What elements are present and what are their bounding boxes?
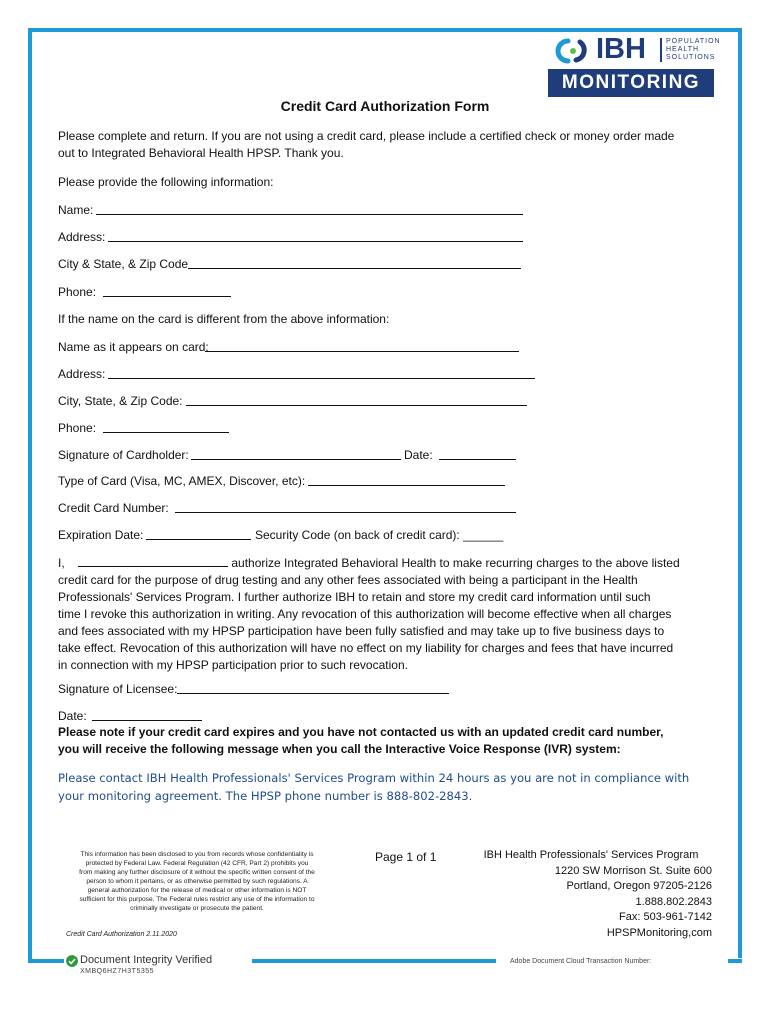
disclaimer-line: sufficient for this purpose. The Federal rules restrict any use of the information to [79, 896, 315, 903]
frame-border-bottom [28, 959, 64, 963]
authorization-line: time I revoke this authorization in writing. Any revocation of this authorization will become effective when all charges [58, 607, 672, 621]
adobe-transaction-label: Adobe Document Cloud Transaction Number: [510, 958, 652, 965]
address-line: Portland, Oregon 97205-2126 [566, 880, 712, 892]
disclaimer-line: from making any further disclosure of it without the specific written consent of the [79, 869, 315, 876]
provide-instruction: Please provide the following information: [58, 175, 274, 189]
address-line: 1.888.802.2843 [635, 895, 712, 908]
card-city-state-zip-label: City, State, & Zip Code: [58, 394, 183, 408]
authorization-line: and fees associated with my HPSP participation have been fully satisfied and may take up to five business days to [58, 624, 665, 638]
logo-tagline [666, 38, 721, 62]
disclaimer-line: protected by Federal Law. Federal Regulation (42 CFR, Part 2) prohibits you [85, 860, 309, 867]
logo-divider [660, 38, 662, 62]
card-phone-field[interactable] [103, 431, 229, 433]
intro-line: out to Integrated Behavioral Health HPSP. Thank you. [58, 146, 344, 160]
address-field[interactable] [108, 240, 523, 242]
authorization-line: take effect. Revocation of this authorization will have no effect on my liability for charges and fees that have incurred [58, 641, 674, 655]
disclaimer-line: This information has been disclosed to you from records whose confidentiality is [80, 851, 314, 858]
intro-line: Please complete and return. If you are not using a credit card, please include a certified check or money order made [58, 129, 675, 143]
frame-border-left [28, 28, 32, 963]
integrity-verified-label: Document Integrity Verified [80, 954, 213, 966]
authorization-line: Professionals' Services Program. I further authorize IBH to retain and store my credit card information until such [58, 590, 651, 604]
logo-banner: MONITORING [548, 69, 714, 97]
card-type-field[interactable] [308, 484, 505, 486]
notice-line: you will receive the following message when you call the Interactive Voice Response (IVR) system: [58, 742, 621, 756]
card-address-label: Address: [58, 367, 106, 381]
different-name-note: If the name on the card is different from the above information: [58, 312, 390, 326]
card-address-field[interactable] [108, 377, 535, 379]
licensee-signature-field[interactable] [177, 692, 449, 694]
cardholder-signature-label: Signature of Cardholder: [58, 448, 189, 462]
logo-brand: IBH [596, 33, 646, 65]
authorizer-name-field[interactable] [78, 555, 228, 567]
disclaimer-line: criminally investigate or prosecute the patient. [130, 905, 264, 912]
check-circle-icon [66, 955, 78, 967]
name-on-card-label: Name as it appears on card: [58, 340, 209, 354]
frame-border-bottom [252, 959, 496, 963]
notice-line: Please note if your credit card expires and you have not contacted us with an updated credit card number, [58, 725, 664, 739]
confidentiality-disclaimer [62, 850, 332, 913]
licensee-signature-label: Signature of Licensee: [58, 682, 178, 696]
disclaimer-line: person to whom it pertains, or as otherwise permitted by such regulations. A [86, 878, 308, 885]
expiration-date-label: Expiration Date: [58, 528, 144, 542]
licensee-date-label: Date: [58, 709, 87, 723]
card-type-label: Type of Card (Visa, MC, AMEX, Discover, etc): [58, 474, 306, 488]
signature-date-field[interactable] [439, 458, 516, 460]
cardholder-signature-field[interactable] [191, 458, 401, 460]
authorization-prefix: I, [58, 556, 65, 570]
authorization-paragraph [58, 555, 698, 674]
logo-tagline-line: POPULATION [666, 38, 721, 45]
authorization-line: in connection with my HPSP participation prior to such revocation. [58, 658, 408, 672]
signature-date-label: Date: [404, 448, 433, 462]
expiration-date-field[interactable] [146, 538, 251, 540]
address-line: HPSPMonitoring,com [606, 926, 712, 939]
name-on-card-field[interactable] [205, 350, 519, 352]
frame-border-bottom [728, 959, 742, 963]
expiration-notice [58, 724, 678, 758]
logo-tagline-line: HEALTH [666, 46, 700, 53]
licensee-date-field[interactable] [92, 719, 202, 721]
page-number: Page 1 of 1 [375, 850, 437, 864]
card-city-state-zip-field[interactable] [186, 404, 527, 406]
card-number-label: Credit Card Number: [58, 501, 169, 515]
card-phone-label: Phone: [58, 421, 97, 435]
disclaimer-line: general authorization for the release of medical or other information is NOT [87, 887, 307, 894]
address-label: Address: [58, 230, 106, 244]
contact-address [470, 848, 712, 941]
authorization-line: credit card for the purpose of drug testing and any other fees associated with being a participant in the Health [58, 573, 638, 587]
city-state-zip-label: City & State, & Zip Code [58, 257, 189, 271]
name-label: Name: [58, 203, 94, 217]
address-line: IBH Health Professionals' Services Program [483, 849, 699, 861]
phone-label: Phone: [58, 285, 97, 299]
card-number-field[interactable] [175, 511, 516, 513]
frame-border-top [28, 28, 742, 32]
name-field[interactable] [96, 213, 523, 215]
frame-border-right [738, 28, 742, 958]
address-line: Fax: 503-961-7142 [619, 911, 712, 923]
logo-tagline-line: SOLUTIONS [666, 54, 716, 61]
ibh-swirl-icon [554, 36, 594, 66]
ivr-line: your monitoring agreement. The HPSP phone number is 888-802-2843. [58, 789, 473, 803]
ivr-message [58, 769, 718, 805]
authorization-line: authorize Integrated Behavioral Health to make recurring charges to the above listed [231, 556, 680, 570]
ibh-logo [548, 33, 721, 96]
address-line: 1220 SW Morrison St. Suite 600 [554, 864, 712, 877]
ivr-line: Please contact IBH Health Professionals' Services Program within 24 hours as you are not in compliance with [58, 771, 690, 785]
transaction-code: XMBQ6HZ7H3T5355 [80, 968, 155, 975]
city-state-zip-field[interactable] [188, 267, 521, 269]
phone-field[interactable] [103, 295, 231, 297]
form-title: Credit Card Authorization Form [280, 98, 490, 114]
form-version: Credit Card Authorization 2.11.2020 [66, 931, 177, 938]
security-code-label: Security Code (on back of credit card): ______ [255, 528, 504, 542]
intro-paragraph [58, 128, 678, 162]
